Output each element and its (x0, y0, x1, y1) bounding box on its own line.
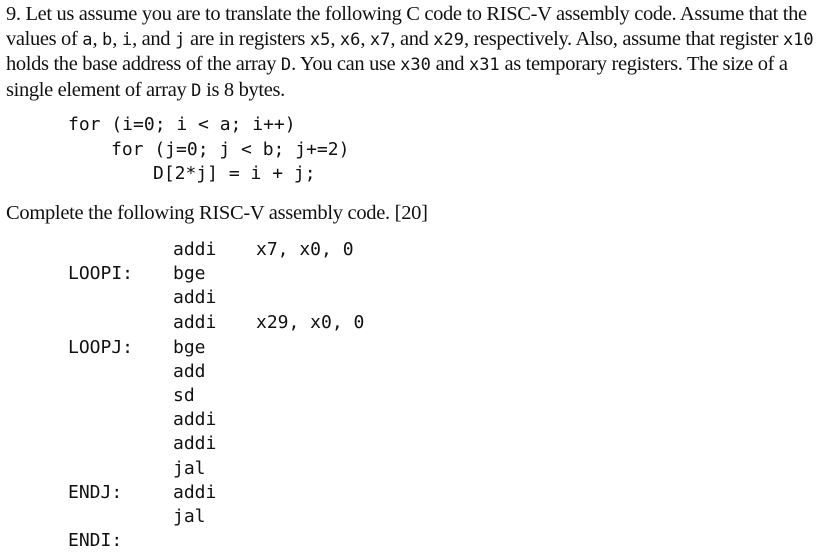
var-a: a (82, 29, 93, 50)
instruction: addi (173, 433, 217, 454)
label-loopj: LOOPJ: (68, 337, 134, 358)
array-d: D (280, 55, 292, 75)
array-d: D (191, 80, 202, 101)
instruction: add (173, 361, 206, 382)
question-text: 9. Let us assume you are to translate the following C code to RISC-V assembly code. Assume that the values of a, b, i, and j are in registers x5, x6, x7, and x29, respectively. Also, assume that register x10 holds the base address of the array D. You can use x30 and x31 as temporary registers. The size of a single element of array D is 8 bytes. (6, 3, 814, 101)
reg-x5: x5 (309, 29, 331, 50)
label-loopi: LOOPI: (68, 263, 134, 284)
label-endi: ENDI: (68, 530, 123, 551)
instruction: addi (173, 312, 217, 333)
instruction: sd (173, 385, 195, 406)
var-i: i (121, 29, 133, 50)
instruction: bge (173, 337, 206, 358)
reg-x30: x30 (400, 55, 431, 75)
prompt-text: Complete the following RISC-V assembly code. [20] (6, 202, 428, 224)
instruction: addi (173, 239, 217, 260)
instruction: addi (173, 409, 217, 430)
operands: x7, x0, 0 (256, 239, 354, 260)
label-endj: ENDJ: (68, 482, 123, 503)
c-code-line: for (i=0; i < a; i++) (68, 114, 296, 135)
var-j: j (174, 29, 186, 50)
instruction: jal (173, 458, 206, 479)
instruction: bge (173, 263, 206, 284)
instruction: jal (173, 506, 206, 527)
reg-x6: x6 (339, 29, 361, 50)
reg-x31: x31 (468, 55, 500, 75)
c-code-line: for (j=0; j < b; j+=2) (111, 139, 350, 160)
instruction: addi (173, 482, 217, 503)
operands: x29, x0, 0 (256, 312, 365, 333)
var-b: b (102, 29, 113, 50)
instruction: addi (173, 287, 217, 308)
c-code-line: D[2*j] = i + j; (153, 163, 316, 184)
reg-x7: x7 (369, 29, 391, 50)
reg-x10: x10 (782, 29, 814, 50)
reg-x29: x29 (433, 29, 464, 50)
